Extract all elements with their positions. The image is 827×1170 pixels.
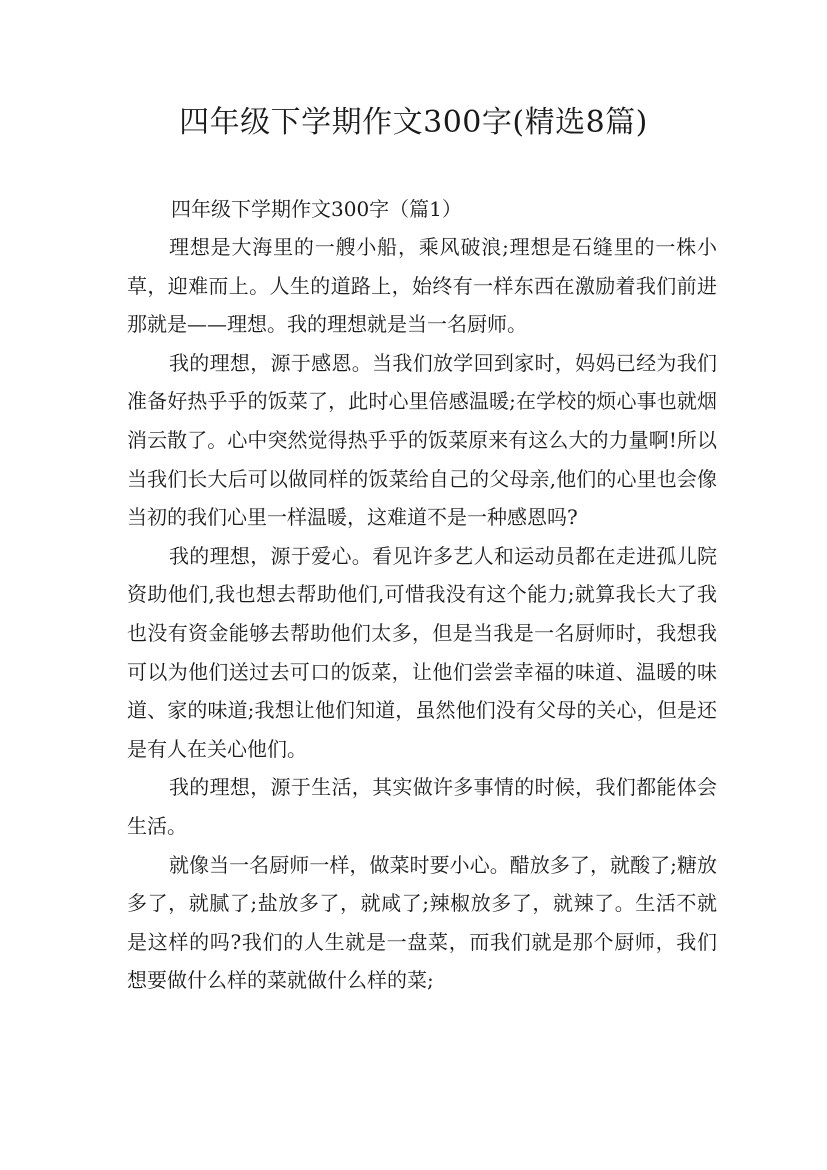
paragraph: 就像当一名厨师一样，做菜时要小心。醋放多了，就酸了;糖放多了，就腻了;盐放多了，就咸了;辣椒放多了，就辣了。生活不就是这样的吗?我们的人生就是一盘菜，而我们就是那个厨师，我们想要做什么样的菜就做什么样的菜; (127, 852, 717, 993)
document-title: 四年级下学期作文300字(精选8篇) (179, 105, 648, 140)
paragraph: 我的理想，源于感恩。当我们放学回到家时，妈妈已经为我们准备好热乎乎的饭菜了，此时心里倍感温暖;在学校的烦心事也就烟消云散了。心中突然觉得热乎乎的饭菜原来有这么大的力量啊!所以当我们长大后可以做同样的饭菜给自己的父母亲,他们的心里也会像当初的我们心里一样温暖，这难道不是一种感恩吗? (127, 350, 717, 530)
paragraph: 我的理想，源于爱心。看见许多艺人和运动员都在走进孤儿院资助他们,我也想去帮助他们,可惜我没有这个能力;就算我长大了我也没有资金能够去帮助他们太多，但是当我是一名厨师时，我想我可以为他们送过去可口的饭菜，让他们尝尝幸福的味道、温暖的味道、家的味道;我想让他们知道，虽然他们没有父母的关心，但是还是有人在关心他们。 (127, 543, 717, 761)
paragraph: 理想是大海里的一艘小船，乘风破浪;理想是石缝里的一株小草，迎难而上。人生的道路上，始终有一样东西在激励着我们前进那就是——理想。我的理想就是当一名厨师。 (127, 235, 717, 337)
section-heading: 四年级下学期作文300字（篇1） (171, 197, 462, 221)
document-body (127, 190, 717, 1000)
paragraph: 我的理想，源于生活，其实做许多事情的时候，我们都能体会生活。 (127, 775, 717, 838)
